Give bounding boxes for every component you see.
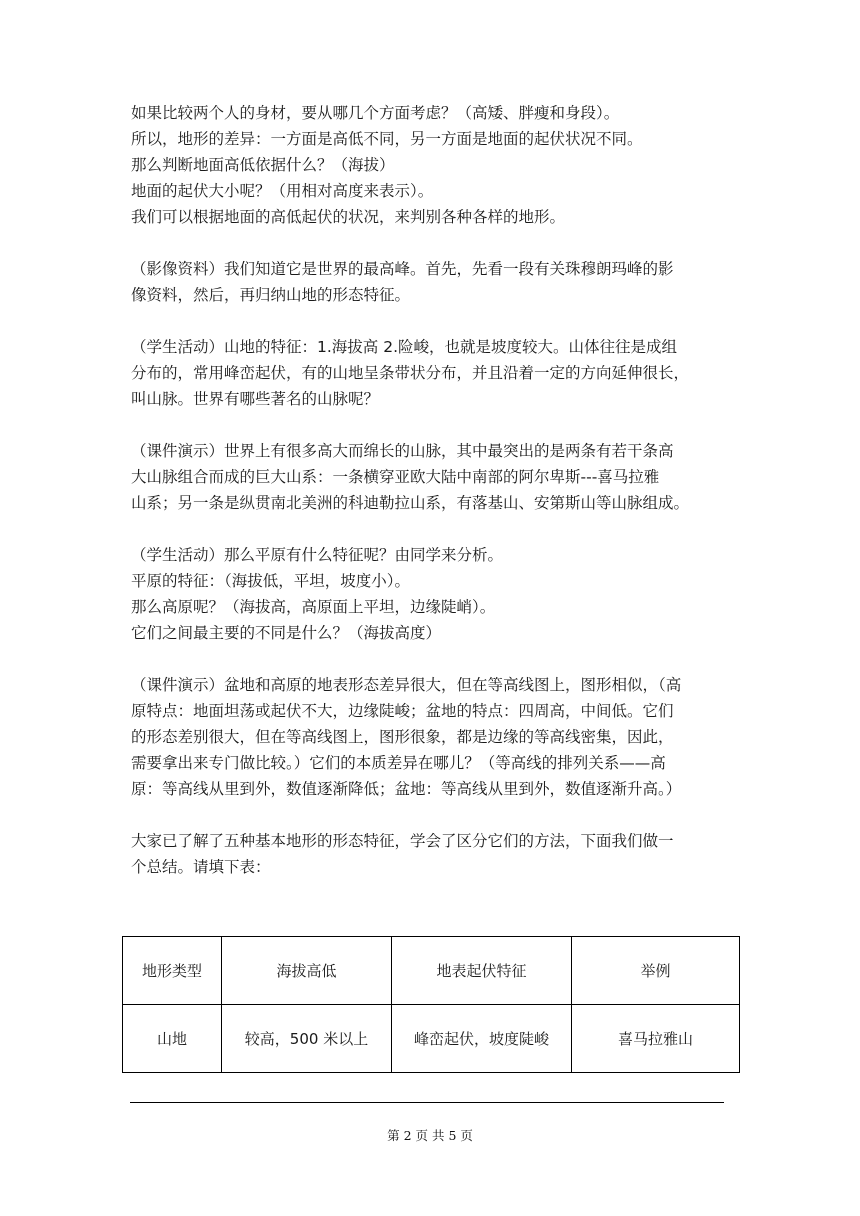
table-cell: 山地 — [123, 1005, 222, 1073]
text-line: 的形态差别很大，但在等高线图上，图形很象，都是边缘的等高线密集，因此， — [131, 728, 674, 746]
text-line: 大山脉组合而成的巨大山系：一条横穿亚欧大陆中南部的阿尔卑斯---喜马拉雅 — [131, 468, 660, 486]
text-line: 需要拿出来专门做比较。）它们的本质差异在哪儿？（等高线的排列关系——高 — [131, 754, 666, 772]
document-body — [131, 100, 743, 880]
footer-divider — [130, 1102, 724, 1103]
table-header-cell: 地表起伏特征 — [392, 937, 572, 1005]
table-cell: 较高，500 米以上 — [222, 1005, 392, 1073]
text-line: （课件演示）世界上有很多高大而绵长的山脉，其中最突出的是两条有若干条高 — [131, 442, 674, 460]
paragraph-summary — [131, 828, 743, 880]
text-line: 原：等高线从里到外，数值逐渐降低；盆地：等高线从里到外，数值逐渐升高。） — [131, 780, 682, 798]
text-line: 它们之间最主要的不同是什么？（海拔高度） — [131, 624, 442, 642]
table-row — [123, 1005, 740, 1073]
text-line: 那么判断地面高低依据什么？（海拔） — [131, 156, 395, 174]
text-line: 那么高原呢？（海拔高，高原面上平坦，边缘陡峭）。 — [131, 598, 496, 616]
paragraph-gap — [131, 412, 743, 438]
paragraph-plain-plateau — [131, 542, 743, 646]
text-line: 叫山脉。世界有哪些著名的山脉呢？ — [131, 390, 380, 408]
table-header-cell: 举例 — [572, 937, 740, 1005]
paragraph-gap — [131, 802, 743, 828]
paragraph-gap — [131, 646, 743, 672]
text-line: （影像资料）我们知道它是世界的最高峰。首先，先看一段有关珠穆朗玛峰的影 — [131, 260, 674, 278]
paragraph-mountain-ranges — [131, 438, 743, 516]
page-number: 第 2 页 共 5 页 — [387, 1128, 473, 1143]
text-line: 山系；另一条是纵贯南北美洲的科迪勒拉山系，有落基山、安第斯山等山脉组成。 — [131, 494, 690, 512]
text-line: 所以，地形的差异：一方面是高低不同，另一方面是地面的起伏状况不同。 — [131, 130, 643, 148]
text-line: （学生活动）山地的特征：1.海拔高 2.险峻，也就是坡度较大。山体往往是成组 — [131, 338, 678, 356]
paragraph-mountain-features — [131, 334, 743, 412]
text-line: （学生活动）那么平原有什么特征呢？由同学来分析。 — [131, 546, 504, 564]
table-header-row — [123, 937, 740, 1005]
text-line: （课件演示）盆地和高原的地表形态差异很大，但在等高线图上，图形相似，（高 — [131, 676, 682, 694]
text-line: 大家已了解了五种基本地形的形态特征，学会了区分它们的方法，下面我们做一 — [131, 832, 674, 850]
text-line: 像资料，然后，再归纳山地的形态特征。 — [131, 286, 411, 304]
paragraph-gap — [131, 516, 743, 542]
paragraph-gap — [131, 230, 743, 256]
text-line: 原特点：地面坦荡或起伏不大，边缘陡峻；盆地的特点：四周高，中间低。它们 — [131, 702, 674, 720]
text-line: 平原的特征：（海拔低，平坦，坡度小）。 — [131, 572, 411, 590]
text-line: 如果比较两个人的身材，要从哪几个方面考虑？（高矮、胖瘦和身段）。 — [131, 104, 620, 122]
terrain-table — [122, 936, 740, 1073]
text-line: 地面的起伏大小呢？（用相对高度来表示）。 — [131, 182, 434, 200]
text-line: 我们可以根据地面的高低起伏的状况，来判别各种各样的地形。 — [131, 208, 566, 226]
paragraph-intro — [131, 100, 743, 230]
table-cell: 喜马拉雅山 — [572, 1005, 740, 1073]
text-line: 分布的，常用峰峦起伏，有的山地呈条带状分布，并且沿着一定的方向延伸很长， — [131, 364, 690, 382]
paragraph-video-material — [131, 256, 743, 308]
text-line: 个总结。请填下表： — [131, 858, 271, 876]
paragraph-gap — [131, 308, 743, 334]
table-cell: 峰峦起伏，坡度陡峻 — [392, 1005, 572, 1073]
table-header-cell: 地形类型 — [123, 937, 222, 1005]
table-header-cell: 海拔高低 — [222, 937, 392, 1005]
paragraph-basin-plateau — [131, 672, 743, 802]
